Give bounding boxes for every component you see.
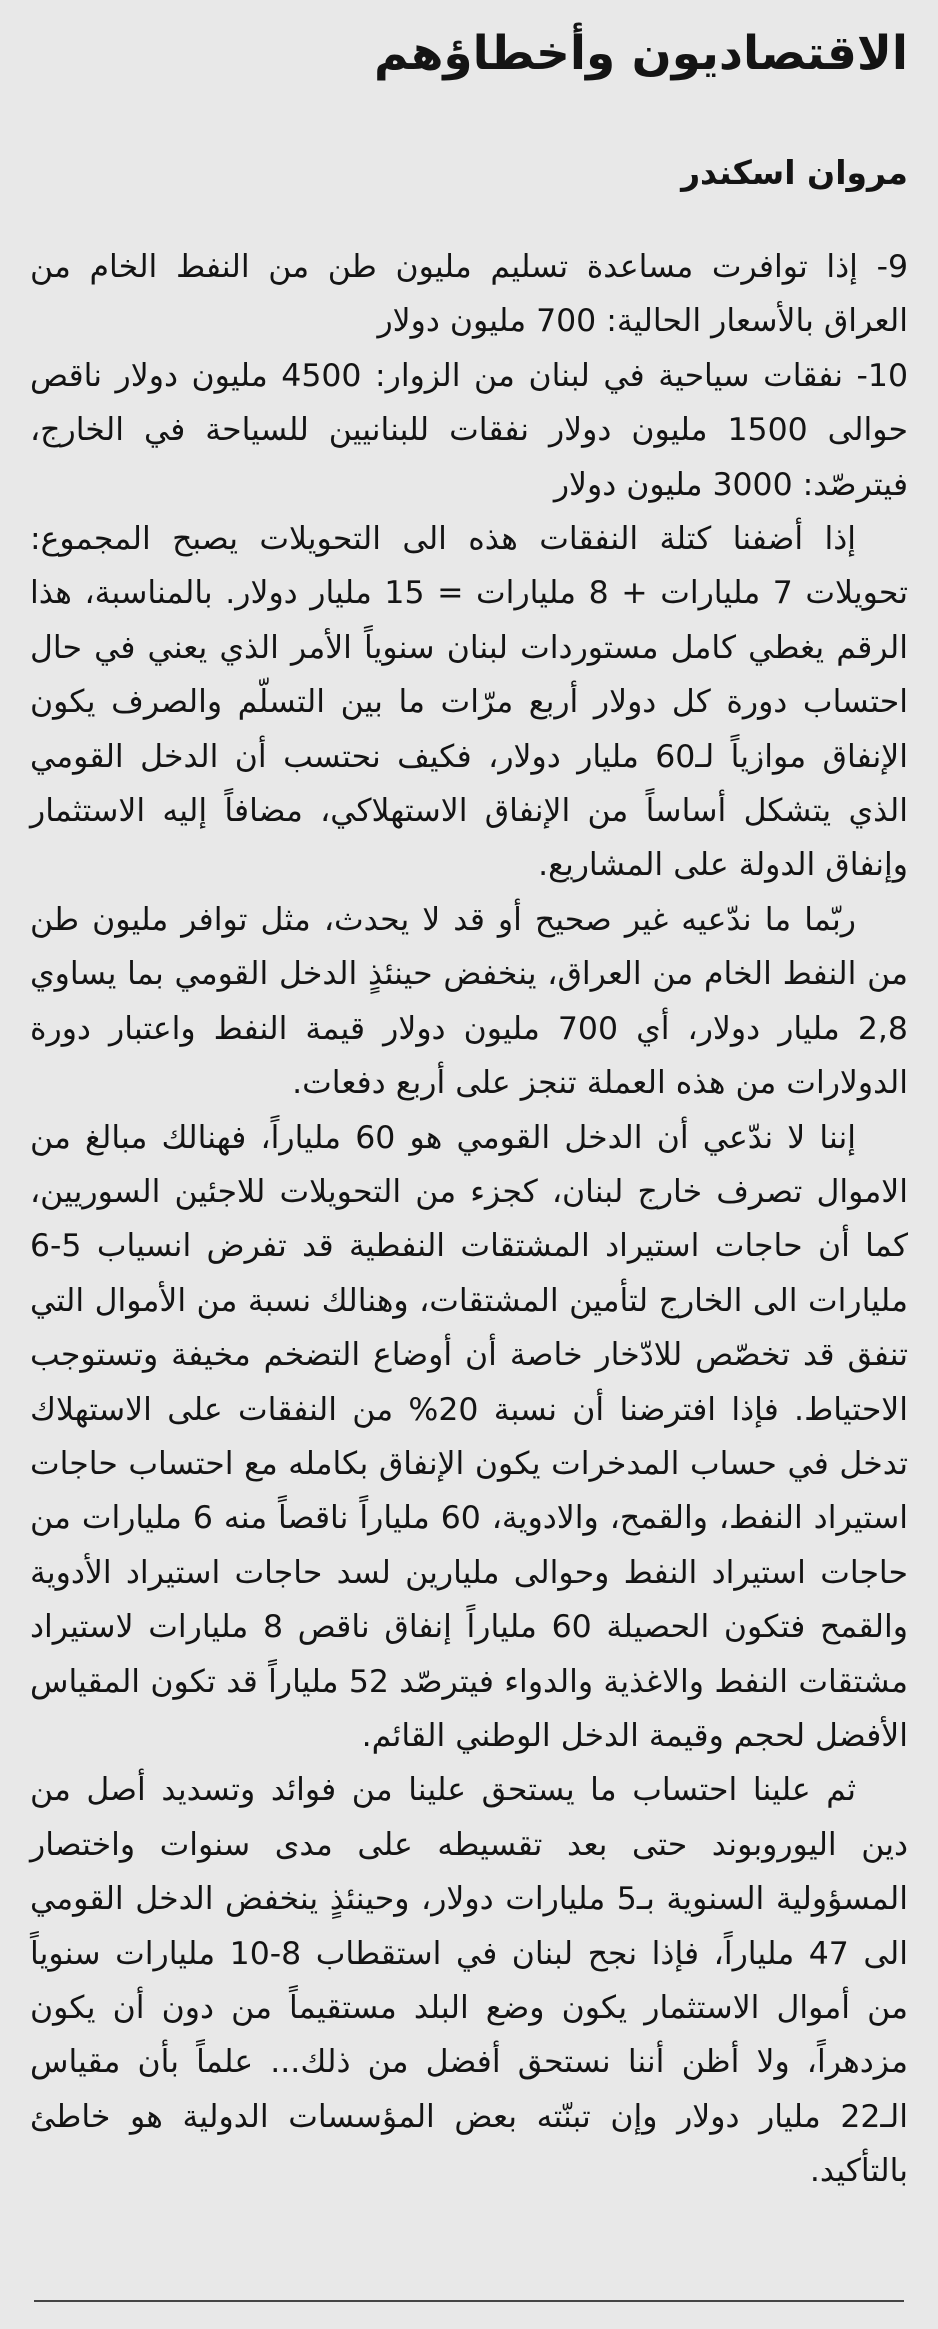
paragraph-eurobond-debt: ثم علينا احتساب ما يستحق علينا من فوائد وتسديد أصل من دين اليوروبوند حتى بعد تقسيطه على مدى سنوات واختصار المسؤولية السنوية بـ5 مليارات دولار، وحينئذٍ ينخفض الدخل القومي الى 47 ملياراً، فإذا نجح لبنان في استقطاب 8-10 مليارات سنوياً من أموال الاستثمار يكون وضع البلد مستقيماً من دون أن يكون مزدهراً، ولا أظن أننا نستحق أفضل من ذلك... علماً بأن مقياس الـ22 مليار دولار وإن تبنّته بعض المؤسسات الدولية هو خاطئ بالتأكيد.	[30, 1772, 908, 2190]
article-body	[30, 240, 908, 2199]
paragraph-remittances-total: إذا أضفنا كتلة النفقات هذه الى التحويلات يصبح المجموع: تحويلات 7 مليارات + 8 مليارات = 15 مليار دولار. بالمناسبة، هذا الرقم يغطي كامل مستوردات لبنان سنوياً الأمر الذي يعني في حال احتساب دورة كل دولار أربع مرّات ما بين التسلّم والصرف يكون الإنفاق موازياً لـ60 مليار دولار، فكيف نحتسب أن الدخل القومي الذي يتشكل أساساً من الإنفاق الاستهلاكي، مضافاً إليه الاستثمار وإنفاق الدولة على المشاريع.	[30, 521, 908, 884]
paragraph-item-9: 9- إذا توافرت مساعدة تسليم مليون طن من النفط الخام من العراق بالأسعار الحالية: 700 مليون دولار	[30, 249, 908, 340]
paragraph-national-income: إننا لا ندّعي أن الدخل القومي هو 60 ملياراً، فهنالك مبالغ من الاموال تصرف خارج لبنان، كجزء من التحويلات للاجئين السوريين، كما أن حاجات استيراد المشتقات النفطية قد تفرض انسياب 5-6 مليارات الى الخارج لتأمين المشتقات، وهنالك نسبة من الأموال التي تنفق قد تخصّص للادّخار خاصة أن أوضاع التضخم مخيفة وتستوجب الاحتياط. فإذا افترضنا أن نسبة 20% من النفقات على الاستهلاك تدخل في حساب المدخرات يكون الإنفاق بكامله مع احتساب حاجات استيراد النفط، والقمح، والادوية، 60 ملياراً ناقصاً منه 6 مليارات من حاجات استيراد النفط وحوالى مليارين لسد حاجات استيراد الأدوية والقمح فتكون الحصيلة 60 ملياراً إنفاق ناقص 8 مليارات لاستيراد مشتقات النفط والاغذية والدواء فيترصّد 52 ملياراً قد تكون المقياس الأفضل لحجم وقيمة الدخل الوطني القائم.	[30, 1119, 909, 1754]
article-title: الاقتصاديون وأخطاؤهم	[373, 26, 908, 81]
paragraph-oil-assumption: ربّما ما ندّعيه غير صحيح أو قد لا يحدث، مثل توافر مليون طن من النفط الخام من العراق، ينخفض حينئذٍ الدخل القومي بما يساوي 2,8 مليار دولار، أي 700 مليون دولار قيمة النفط واعتبار دورة الدولارات من هذه العملة تنجز على أربع دفعات.	[30, 901, 908, 1102]
bottom-divider	[34, 2300, 904, 2302]
author-name: مروان اسكندر	[681, 153, 908, 192]
paragraph-item-10: 10- نفقات سياحية في لبنان من الزوار: 4500 مليون دولار ناقص حوالى 1500 مليون دولار نفقات للبنانيين للسياحة في الخارج، فيترصّد: 3000 مليون دولار	[30, 357, 908, 503]
